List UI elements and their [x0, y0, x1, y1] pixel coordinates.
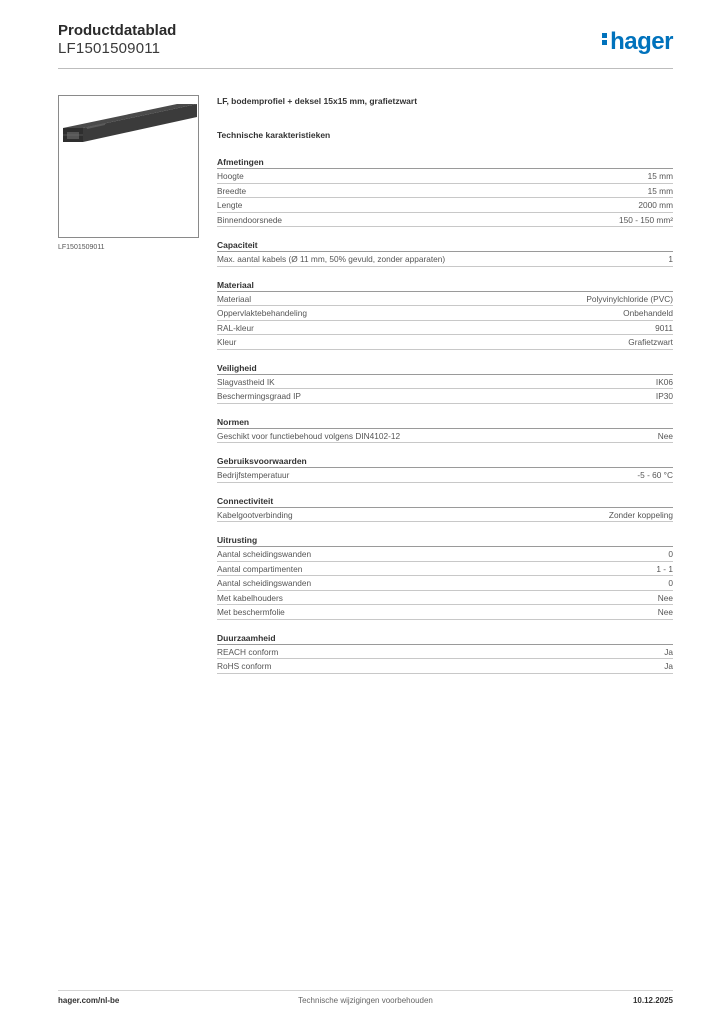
section-title: Connectiviteit — [217, 494, 673, 508]
spec-row — [217, 547, 673, 562]
spec-section — [217, 278, 673, 350]
header-divider — [58, 68, 673, 69]
footer-website[interactable]: hager.com/nl-be — [58, 996, 120, 1005]
spec-label: Materiaal — [217, 293, 252, 304]
hager-logo — [602, 28, 673, 56]
spec-value: Nee — [657, 592, 673, 603]
spec-label: Aantal scheidingswanden — [217, 578, 312, 588]
spec-row — [217, 198, 673, 213]
spec-label: RoHS conform — [217, 661, 272, 671]
spec-row — [217, 508, 673, 523]
image-caption: LF1501509011 — [58, 244, 105, 251]
product-code: LF1501509011 — [58, 40, 161, 57]
spec-row — [217, 321, 673, 336]
spec-row — [217, 375, 673, 390]
spec-section — [217, 494, 673, 523]
spec-value: -5 - 60 °C — [637, 470, 673, 480]
section-title: Gebruiksvoorwaarden — [217, 454, 673, 468]
spec-value: Zonder koppeling — [608, 509, 673, 520]
spec-section — [217, 533, 673, 620]
spec-value: 9011 — [655, 322, 673, 333]
spec-row — [217, 213, 673, 228]
spec-label: Beschermingsgraad IP — [217, 391, 301, 401]
spec-value: IP30 — [655, 391, 673, 401]
spec-value: 15 mm — [647, 185, 673, 196]
spec-row — [217, 659, 673, 674]
spec-row — [217, 468, 673, 483]
page-header — [58, 22, 673, 68]
product-image — [58, 95, 199, 238]
spec-row — [217, 292, 673, 307]
spec-row — [217, 645, 673, 660]
spec-row — [217, 252, 673, 267]
spec-section — [217, 631, 673, 674]
spec-label: Slagvastheid IK — [217, 376, 275, 387]
spec-value: Ja — [664, 646, 673, 657]
section-title: Capaciteit — [217, 238, 673, 252]
cable-duct-icon — [59, 96, 198, 237]
spec-label: Breedte — [217, 185, 247, 196]
spec-row — [217, 576, 673, 591]
spec-value: IK06 — [655, 376, 673, 387]
spec-value: Onbehandeld — [623, 308, 673, 318]
spec-row — [217, 169, 673, 184]
spec-section — [217, 415, 673, 444]
logo-text: hager — [610, 28, 673, 55]
spec-row — [217, 335, 673, 350]
spec-label: Geschikt voor functiebehoud volgens DIN4102-12 — [217, 430, 401, 441]
spec-value: 1 — [668, 254, 673, 264]
spec-value: 0 — [668, 549, 673, 559]
footer-notice: Technische wijzigingen voorbehouden — [298, 996, 433, 1005]
spec-section — [217, 155, 673, 227]
section-title: Normen — [217, 415, 673, 429]
document-title: Productdatablad — [58, 22, 177, 39]
spec-label: Aantal compartimenten — [217, 563, 303, 574]
spec-label: Met beschermfolie — [217, 607, 285, 617]
spec-value: Polyvinylchloride (PVC) — [586, 293, 673, 304]
spec-label: Kleur — [217, 337, 237, 347]
spec-row — [217, 306, 673, 321]
spec-row — [217, 562, 673, 577]
spec-label: RAL-kleur — [217, 322, 254, 333]
spec-label: Kabelgootverbinding — [217, 509, 293, 520]
spec-label: Met kabelhouders — [217, 592, 283, 603]
spec-label: Lengte — [217, 200, 243, 210]
spec-value: Grafietzwart — [628, 337, 673, 347]
spec-content — [217, 96, 673, 674]
spec-value: 0 — [668, 578, 673, 588]
logo-dots-icon — [602, 31, 608, 47]
spec-label: REACH conform — [217, 646, 279, 657]
spec-label: Aantal scheidingswanden — [217, 549, 312, 559]
section-title: Duurzaamheid — [217, 631, 673, 645]
spec-value: Nee — [657, 430, 673, 441]
spec-value: Nee — [657, 607, 673, 617]
section-title: Uitrusting — [217, 533, 673, 547]
spec-value: 2000 mm — [638, 200, 673, 210]
spec-row — [217, 389, 673, 404]
section-title: Veiligheid — [217, 361, 673, 375]
spec-label: Hoogte — [217, 171, 244, 181]
spec-value: 150 - 150 mm² — [619, 214, 673, 225]
spec-section — [217, 454, 673, 483]
spec-row — [217, 184, 673, 199]
spec-section — [217, 361, 673, 404]
spec-row — [217, 605, 673, 620]
spec-section — [217, 238, 673, 267]
spec-sections — [217, 155, 673, 674]
footer-date: 10.12.2025 — [632, 996, 673, 1005]
section-title: Afmetingen — [217, 155, 673, 169]
spec-row — [217, 429, 673, 444]
spec-value: 15 mm — [647, 171, 673, 181]
spec-label: Binnendoorsnede — [217, 214, 283, 225]
spec-label: Oppervlaktebehandeling — [217, 308, 307, 318]
spec-value: 1 - 1 — [656, 563, 673, 574]
section-title: Materiaal — [217, 278, 673, 292]
product-title: LF, bodemprofiel + deksel 15x15 mm, grafietzwart — [217, 96, 418, 106]
tech-heading: Technische karakteristieken — [217, 130, 331, 140]
spec-label: Bedrijfstemperatuur — [217, 470, 290, 480]
spec-value: Ja — [664, 661, 673, 671]
footer-divider — [58, 990, 673, 991]
page-footer — [58, 996, 673, 1010]
spec-row — [217, 591, 673, 606]
spec-label: Max. aantal kabels (Ø 11 mm, 50% gevuld, zonder apparaten) — [217, 254, 446, 264]
